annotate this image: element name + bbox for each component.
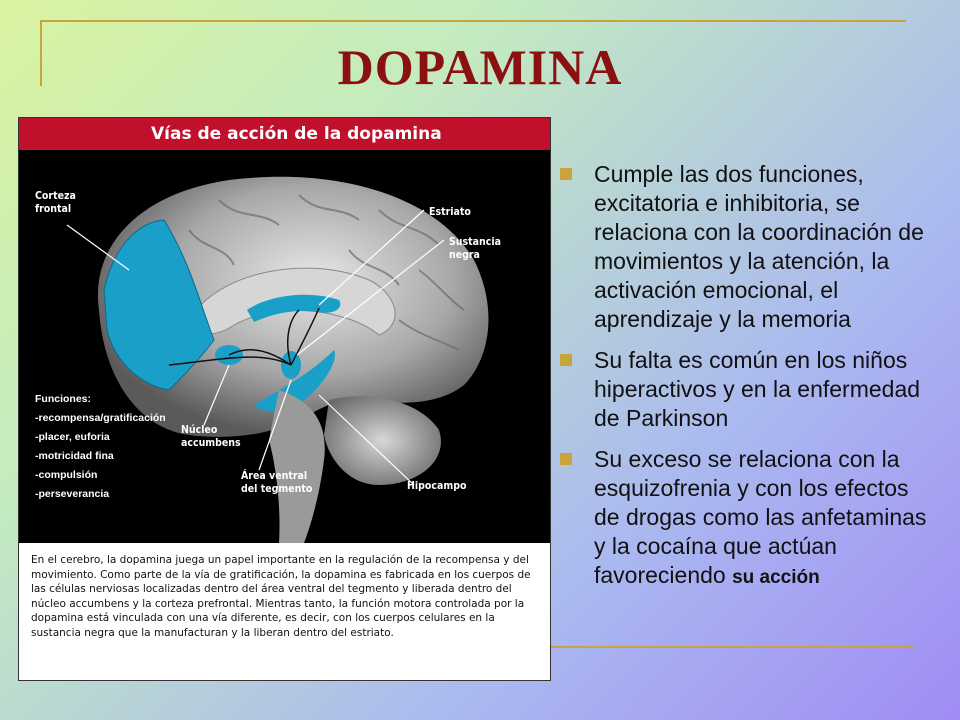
bullet-item: [560, 445, 940, 592]
brain-figure: [18, 117, 551, 681]
brainstem-shape: [269, 390, 325, 543]
bullet-square-icon: [560, 168, 572, 180]
funcion-item: -placer, euforia: [35, 431, 110, 443]
label-area-ventral: Área ventral del tegmento: [241, 470, 313, 495]
bullet-text: Su falta es común en los niños hiperactivos y en la enfermedad de Parkinson: [594, 347, 921, 431]
bottom-rule: [548, 646, 914, 648]
figure-header-title: Vías de acción de la dopamina: [151, 124, 442, 144]
funcion-item: -recompensa/gratificación: [35, 412, 166, 424]
label-estriato: Estriato: [429, 206, 471, 218]
label-nucleo-accumbens: Núcleo accumbens: [181, 424, 241, 449]
bullet-text: [594, 445, 940, 592]
bullet-square-icon: [560, 354, 572, 366]
bullet-item: [560, 346, 940, 433]
label-corteza-frontal: Corteza frontal: [35, 190, 76, 215]
bullet-text: Cumple las dos funciones, excitatoria e inhibitoria, se relaciona con la coordinación de movimientos y la atención, la activación emocional, el aprendizaje y la memoria: [594, 161, 924, 332]
top-rule: [40, 20, 906, 22]
figure-caption-box: [19, 543, 550, 680]
funciones-heading: Funciones:: [35, 393, 92, 405]
slide-title: DOPAMINA: [337, 39, 623, 95]
bullet-item: [560, 160, 940, 334]
bullet-text-main: Su exceso se relaciona con la esquizofrenia y con los efectos de drogas como las anfetaminas y la cocaína que actúan favoreciendo: [594, 446, 927, 588]
funciones-list: [35, 390, 166, 504]
figure-header-bar: [19, 118, 550, 150]
funcion-item: -perseverancia: [35, 488, 110, 500]
bullet-text-bold: su acción: [732, 567, 820, 588]
label-sustancia-negra: Sustancia negra: [449, 236, 501, 261]
figure-caption: En el cerebro, la dopamina juega un papel importante en la regulación de la recompensa y del movimiento. Como parte de la vía de gratificación, la dopamina es fabricada en los cuerpos de las células nerviosas localizadas dentro del área ventral del tegmento y liberada dentro del núcleo accumbens y la corteza prefrontal. Mientras tanto, la función motora controlada por la dopamina está vinculada con una vía diferente, es decir, con los cuerpos celulares en la sustancia negra que la manufacturan y la liberan dentro del estriato.: [31, 554, 531, 639]
funcion-item: -motricidad fina: [35, 450, 114, 462]
funcion-item: -compulsión: [35, 469, 98, 481]
bullet-list: [560, 160, 940, 604]
cerebellum-shape: [324, 396, 441, 485]
bullet-square-icon: [560, 453, 572, 465]
label-hipocampo: Hipocampo: [407, 480, 467, 492]
